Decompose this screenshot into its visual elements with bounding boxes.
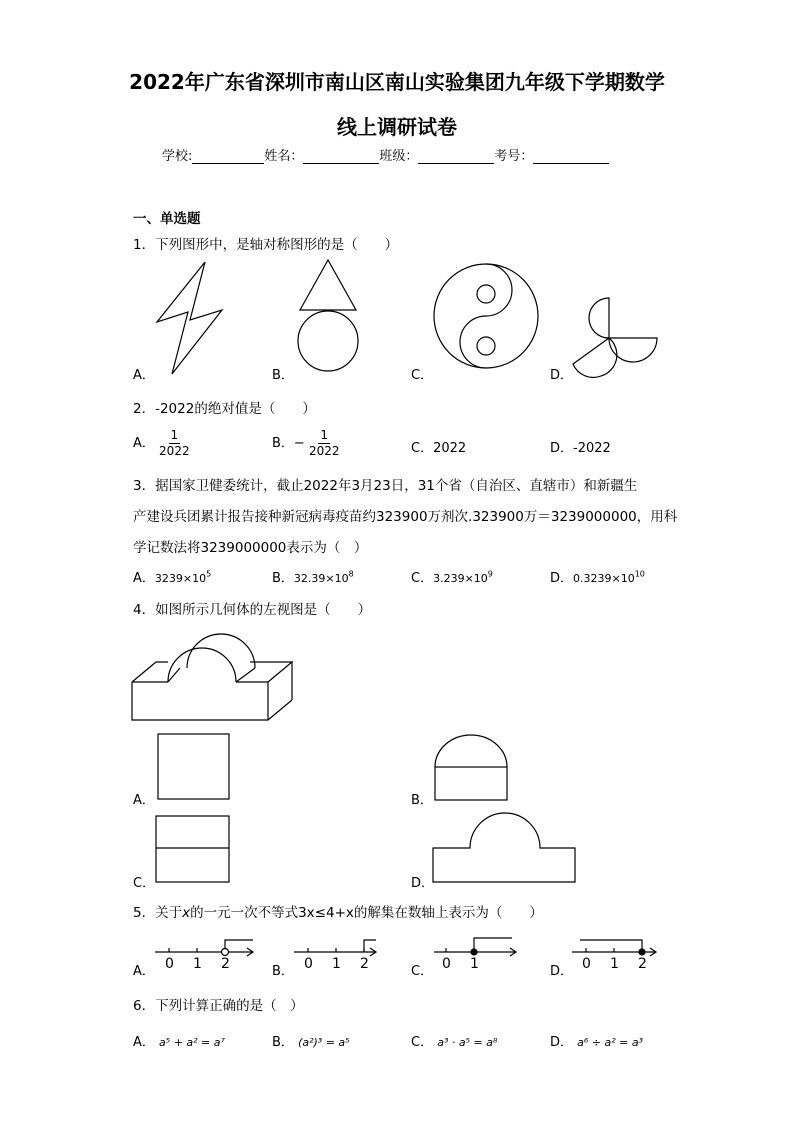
q3-d-exponent: 10 (634, 569, 645, 579)
q6-option-b[interactable] (272, 1031, 350, 1050)
q3-a-label: A． (133, 571, 155, 586)
exam-title-line2: 线上调研试卷 (337, 115, 457, 139)
q3-b-exponent: 8 (348, 569, 354, 579)
name-label: 姓名： (264, 149, 304, 164)
q1-option-a[interactable]: A． (133, 368, 155, 383)
q3-d-label: D． (550, 571, 574, 586)
q6-d-expression: a⁶ ÷ a² = a³ (577, 1036, 644, 1049)
q3-c-exponent: 9 (487, 569, 493, 579)
q5-variable: x (182, 905, 191, 921)
q3-c-label: C． (411, 571, 434, 586)
q5-option-a[interactable]: A． (133, 964, 155, 979)
q4-option-c-split-square (155, 815, 231, 885)
q5-stem (133, 901, 543, 921)
q5-d-tick-2: 2 (638, 956, 647, 972)
q5-a-tick-0: 0 (165, 956, 174, 972)
q3-stem-line3: 学记数法将3239000000表示为（ ） (133, 540, 368, 556)
q5-b-tick-0: 0 (304, 956, 313, 972)
q5-c-tick-0: 0 (442, 956, 451, 972)
section-heading-single-choice: 一、单选题 (133, 211, 201, 227)
q3-d-base: 0.3239×10 (573, 572, 635, 585)
q5-option-d[interactable]: D． (550, 964, 574, 979)
student-info-line (162, 145, 609, 164)
q5-d-tick-0: 0 (582, 956, 591, 972)
q2-option-b-fraction (309, 428, 340, 459)
q1-figure-b-triangle-circle (290, 258, 370, 378)
q6-d-label: D． (550, 1035, 574, 1050)
q6-a-expression: a⁵ + a² = a⁷ (159, 1036, 225, 1049)
q2-option-a-fraction (159, 428, 190, 459)
q5-suffix: 的解集在数轴上表示为（ ） (353, 905, 543, 921)
q4-solid-figure (132, 624, 297, 722)
q6-option-a[interactable] (133, 1031, 225, 1050)
q1-option-d[interactable]: D． (550, 368, 574, 383)
q5-a-tick-1: 1 (193, 956, 202, 972)
q3-option-d[interactable] (550, 567, 645, 586)
school-field[interactable] (192, 150, 264, 164)
q4-option-a-square (157, 733, 231, 801)
q5-b-tick-2: 2 (360, 956, 369, 972)
exam-title-line1: 2022年广东省深圳市南山区南山实验集团九年级下学期数学 (129, 70, 665, 94)
q6-b-label: B． (272, 1035, 294, 1050)
q5-d-tick-1: 1 (610, 956, 619, 972)
q2-option-b-label: B． (272, 436, 294, 451)
q4-option-b-rect-semicircle (433, 733, 511, 803)
q2-option-a[interactable] (133, 428, 190, 459)
q2-option-c[interactable]: C．2022 (411, 441, 467, 456)
q3-option-b[interactable] (272, 567, 354, 586)
q6-a-label: A． (133, 1035, 155, 1050)
school-label: 学校: (162, 149, 193, 164)
q2-option-a-label: A． (133, 436, 155, 451)
q3-stem-line1: 3．据国家卫健委统计，截止2022年3月23日，31个省（自治区、直辖市）和新疆生 (133, 478, 638, 494)
q6-option-c[interactable] (411, 1031, 497, 1050)
q5-option-c[interactable]: C． (411, 964, 434, 979)
q3-a-exponent: 5 (206, 569, 212, 579)
q3-a-base: 3239×10 (154, 572, 207, 585)
q1-stem: 1．下列图形中，是轴对称图形的是（ ） (133, 237, 399, 253)
q4-option-a[interactable]: A． (133, 793, 155, 808)
q3-option-a[interactable] (133, 567, 211, 586)
q5-number-line-c (432, 936, 532, 976)
q3-option-c[interactable] (411, 567, 493, 586)
q2-stem: 2．-2022的绝对值是（ ） (133, 401, 316, 417)
q5-number-line-b (292, 936, 392, 976)
q4-option-b[interactable]: B． (411, 793, 433, 808)
q5-a-tick-2: 2 (221, 956, 230, 972)
q3-c-base: 3.239×10 (433, 572, 488, 585)
q1-figure-c-yinyang (430, 260, 542, 372)
number-label: 考号： (494, 149, 534, 164)
class-label: 班级： (379, 149, 419, 164)
q5-b-tick-1: 1 (332, 956, 341, 972)
q6-option-d[interactable] (550, 1031, 643, 1050)
q4-option-d[interactable]: D． (411, 876, 435, 891)
q6-stem: 6．下列计算正确的是（ ） (133, 998, 304, 1014)
q3-b-label: B． (272, 571, 294, 586)
q3-stem-line2: 产建设兵团累计报告接种新冠病毒疫苗约323900万剂次.323900万＝3239000000，用科 (133, 509, 678, 525)
q4-option-c[interactable]: C． (133, 876, 156, 891)
name-field[interactable] (303, 150, 379, 164)
q2-b-numerator: 1 (320, 428, 329, 442)
q1-figure-d-pinwheel (565, 290, 665, 380)
q5-prefix: 5．关于 (133, 905, 183, 921)
q2-a-denominator: 2022 (159, 444, 190, 458)
q1-option-b[interactable]: B． (272, 368, 294, 383)
q1-option-c[interactable]: C． (411, 368, 434, 383)
q5-c-tick-1: 1 (470, 956, 479, 972)
q2-b-denominator: 2022 (308, 444, 340, 458)
q5-number-line-d (570, 936, 670, 976)
number-field[interactable] (533, 150, 609, 164)
q2-option-b[interactable] (272, 428, 340, 459)
q5-mid: 的一元一次不等式 (190, 905, 299, 921)
q2-a-numerator: 1 (170, 428, 179, 442)
q1-figure-a-lightning (150, 260, 230, 380)
q2-b-sign: − (293, 436, 305, 451)
q6-b-expression: (a²)³ = a⁵ (298, 1036, 350, 1049)
q2-option-d[interactable]: D．-2022 (550, 441, 611, 456)
q4-stem: 4．如图所示几何体的左视图是（ ） (133, 602, 372, 618)
class-field[interactable] (418, 150, 494, 164)
q4-option-d-rect-arch (432, 812, 578, 884)
q5-inequality: 3x≤4+x (298, 905, 354, 921)
q6-c-expression: a³ · a⁵ = a⁸ (437, 1036, 498, 1049)
q3-b-base: 32.39×10 (293, 572, 349, 585)
q5-option-b[interactable]: B． (272, 964, 294, 979)
q6-c-label: C． (411, 1035, 434, 1050)
q5-number-line-a (153, 936, 263, 976)
